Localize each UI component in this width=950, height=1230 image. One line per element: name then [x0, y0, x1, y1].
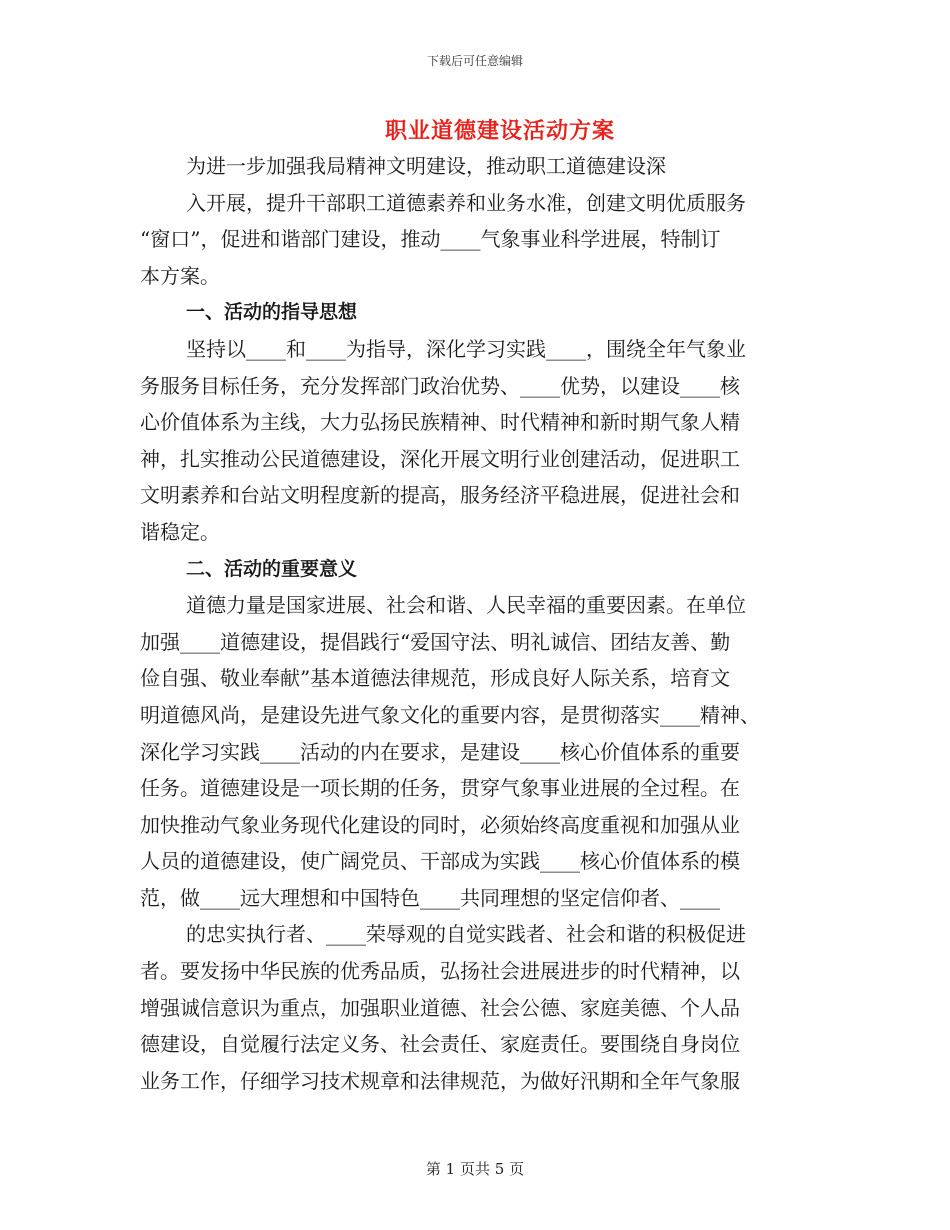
text-line: 业务工作，仔细学习技术规章和法律规范，为做好汛期和全年气象服 — [140, 1068, 740, 1093]
text-line: 的忠实执行者、____荣辱观的自觉实践者、社会和谐的积极促进 — [186, 922, 746, 947]
text-line: 增强诚信意识为重点，加强职业道德、社会公德、家庭美德、个人品 — [140, 995, 740, 1020]
text-line: 心价值体系为主线，大力弘扬民族精神、时代精神和新时期气象人精 — [140, 410, 740, 435]
text-line: 明道德风尚，是建设先进气象文化的重要内容，是贯彻落实____精神、 — [140, 702, 760, 727]
text-line: 人员的道德建设，使广阔党员、干部成为实践____核心价值体系的模 — [140, 849, 740, 874]
text-line: 任务。道德建设是一项长期的任务，贯穿气象事业进展的全过程。在 — [140, 776, 740, 801]
text-line: 本方案。 — [140, 263, 220, 288]
section-heading: 二、活动的重要意义 — [186, 557, 358, 580]
text-line: 德建设，自觉履行法定义务、社会责任、家庭责任。要围绕自身岗位 — [140, 1032, 740, 1057]
text-line: 坚持以____和____为指导，深化学习实践____，围绕全年气象业 — [186, 336, 746, 361]
text-line: 神，扎实推动公民道德建设，深化开展文明行业创建活动，促进职工 — [140, 446, 740, 471]
document-body — [140, 148, 810, 1099]
text-line: 加强____道德建设，提倡践行“爱国守法、明礼诚信、团结友善、勤 — [140, 629, 731, 654]
text-line: 范，做____远大理想和中国特色____共同理想的坚定信仰者、____ — [140, 885, 720, 910]
text-line: 文明素养和台站文明程度新的提高，服务经济平稳进展，促进社会和 — [140, 483, 740, 508]
text-line: 为进一步加强我局精神文明建设，推动职工道德建设深 — [186, 154, 666, 178]
header-note: 下载后可任意编辑 — [426, 54, 523, 68]
text-line: 加快推动气象业务现代化建设的同时，必须始终高度重视和加强从业 — [140, 812, 740, 837]
text-line: 深化学习实践____活动的内在要求，是建设____核心价值体系的重要 — [140, 739, 740, 764]
text-line: 务服务目标任务，充分发挥部门政治优势、____优势，以建设____核 — [140, 373, 740, 398]
section-heading: 一、活动的指导思想 — [186, 301, 358, 324]
text-line: 入开展，提升干部职工道德素养和业务水准，创建文明优质服务 — [186, 190, 746, 215]
page-footer: 第 1 页共 5 页 — [425, 1160, 525, 1178]
text-line: 道德力量是国家进展、社会和谐、人民幸福的重要因素。在单位 — [186, 593, 746, 618]
text-line: “窗口”，促进和谐部门建设，推动____气象事业科学进展，特制订 — [140, 227, 721, 252]
text-line: 俭自强、敬业奉献”基本道德法律规范，形成良好人际关系，培育文 — [140, 666, 731, 691]
text-line: 者。要发扬中华民族的优秀品质，弘扬社会进展进步的时代精神，以 — [140, 959, 740, 984]
document-title: 职业道德建设活动方案 — [384, 118, 615, 144]
text-line: 谐稳定。 — [140, 519, 220, 544]
